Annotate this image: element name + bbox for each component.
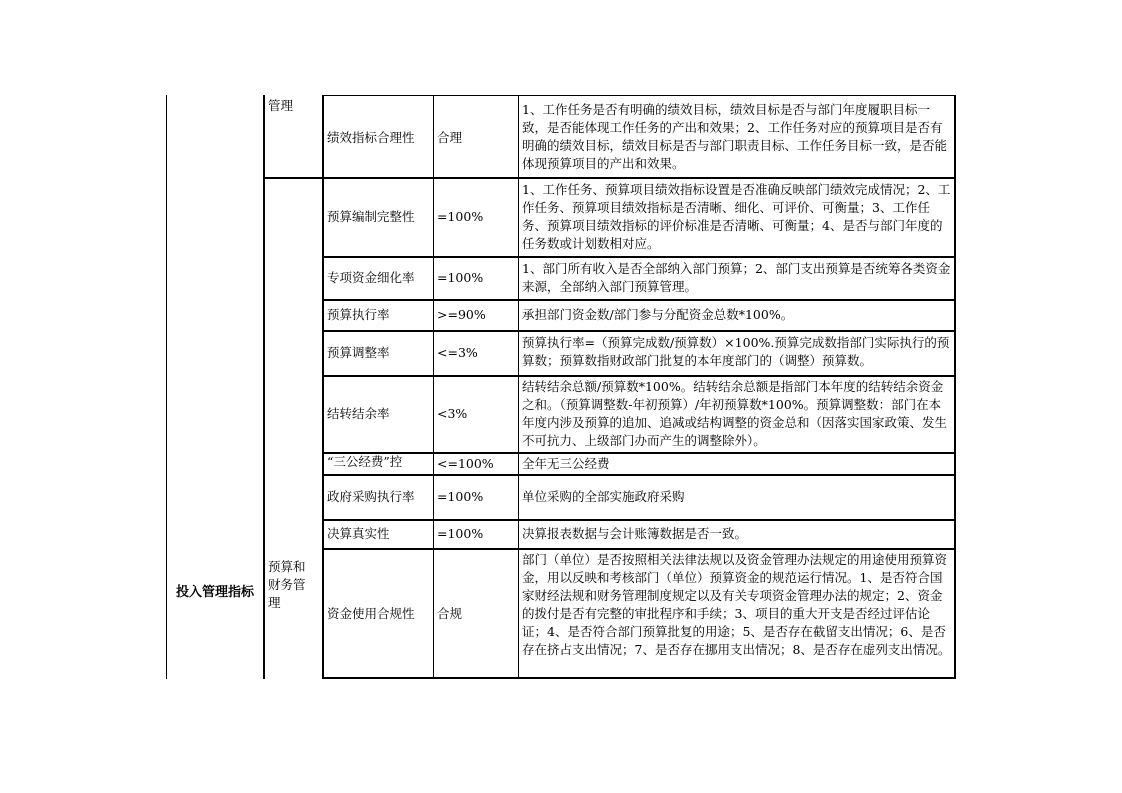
border-row-3 bbox=[322, 299, 956, 301]
description-cell: 部门（单位）是否按照相关法律法规以及资金管理办法规定的用途使用预算资金，用以反映和考核部门（单位）预算资金的规范运行情况。1、是否符合国家财经法规和财务管理制度规定以及有关专项资金管理办法的规定；2、资金的拨付是否有完整的审批程序和手续；3、项目的重大开支是否经过评估论证；4、是否符合部门预算批复的用途；5、是否存在截留支出情况；6、是否存在挤占支出情况；7、是否存在挪用支出情况；8、是否存在虚列支出情况。 bbox=[522, 552, 951, 657]
border-row-7 bbox=[322, 474, 956, 476]
border-row-6 bbox=[322, 452, 956, 454]
border-top bbox=[322, 95, 956, 96]
indicator-cell: 预算编制完整性 bbox=[327, 209, 415, 224]
indicator-cell: 专项资金细化率 bbox=[327, 270, 415, 285]
border-standard-left bbox=[433, 95, 434, 679]
level1-label: 投入管理指标 bbox=[176, 585, 255, 600]
border-row-9 bbox=[322, 548, 956, 550]
standard-cell: =100% bbox=[437, 209, 484, 224]
border-row-4 bbox=[322, 330, 956, 332]
standard-cell: 合规 bbox=[437, 606, 463, 621]
indicator-cell: 决算真实性 bbox=[327, 526, 390, 541]
description-cell: 1、工作任务、预算项目绩效指标设置是否准确反映部门绩效完成情况；2、工作任务、预算项目绩效指标是否清晰、细化、可评价、可衡量；3、工作任务、预算项目绩效指标的评价标准是否清晰、可衡量；4、是否与部门年度的任务数或计划数相对应。 bbox=[522, 182, 951, 251]
border-row-5 bbox=[322, 375, 956, 377]
description-cell: 1、工作任务是否有明确的绩效目标，绩效目标是否与部门年度履职目标一致，是否能体现工作任务的产出和效果；2、工作任务对应的预算项目是否有明确的绩效目标，绩效目标是否与部门职责目标、工作任务目标一致，是否能体现预算项目的产出和效果。 bbox=[522, 102, 948, 171]
standard-cell: =100% bbox=[437, 489, 484, 504]
border-row-8 bbox=[322, 519, 956, 521]
border-indicator-left bbox=[322, 95, 324, 679]
indicator-cell: 资金使用合规性 bbox=[327, 606, 415, 621]
description-cell: 决算报表数据与会计账簿数据是否一致。 bbox=[522, 526, 748, 541]
description-cell: 1、部门所有收入是否全部纳入部门预算；2、部门支出预算是否统筹各类资金来源，全部纳入部门预算管理。 bbox=[522, 261, 951, 294]
border-right bbox=[954, 95, 956, 679]
indicator-cell: “三公经费”控 bbox=[327, 454, 403, 469]
standard-cell: 合理 bbox=[437, 130, 463, 145]
border-level2-left bbox=[263, 95, 265, 679]
border-desc-left bbox=[518, 95, 519, 679]
border-row-1 bbox=[263, 177, 956, 179]
border-bottom bbox=[322, 677, 956, 679]
indicator-cell: 结转结余率 bbox=[327, 406, 390, 421]
indicator-cell: 绩效指标合理性 bbox=[327, 130, 415, 145]
indicator-cell: 预算执行率 bbox=[327, 307, 390, 322]
border-left bbox=[166, 95, 167, 679]
standard-cell: =100% bbox=[437, 526, 484, 541]
standard-cell: =100% bbox=[437, 270, 484, 285]
standard-cell: <3% bbox=[437, 406, 468, 421]
indicator-cell: 政府采购执行率 bbox=[327, 489, 415, 504]
description-cell: 预算执行率=（预算完成数/预算数）×100%.预算完成数指部门实际执行的预算数；预算数指财政部门批复的本年度部门的（调整）预算数。 bbox=[522, 335, 950, 368]
standard-cell: <=100% bbox=[437, 456, 494, 471]
standard-cell: >=90% bbox=[437, 307, 486, 322]
indicator-cell: 预算调整率 bbox=[327, 345, 390, 360]
border-row-2 bbox=[322, 256, 956, 258]
level2-budget-group: 预算和财务管理 bbox=[268, 559, 306, 610]
description-cell: 全年无三公经费 bbox=[522, 456, 610, 471]
description-cell: 承担部门资金数/部门参与分配资金总数*100%。 bbox=[522, 307, 794, 322]
description-cell: 单位采购的全部实施政府采购 bbox=[522, 489, 685, 504]
description-cell: 结转结余总额/预算数*100%。结转结余总额是指部门本年度的结转结余资金之和。（预算调整数-年初预算）/年初预算数*100%。预算调整数：部门在本年度内涉及预算的追加、追减或结构调整的资金总和（因落实国家政策、发生不可抗力、上级部门办而产生的调整除外）。 bbox=[522, 379, 948, 448]
standard-cell: <=3% bbox=[437, 345, 478, 360]
level2-top-partial: 管理 bbox=[268, 98, 294, 113]
